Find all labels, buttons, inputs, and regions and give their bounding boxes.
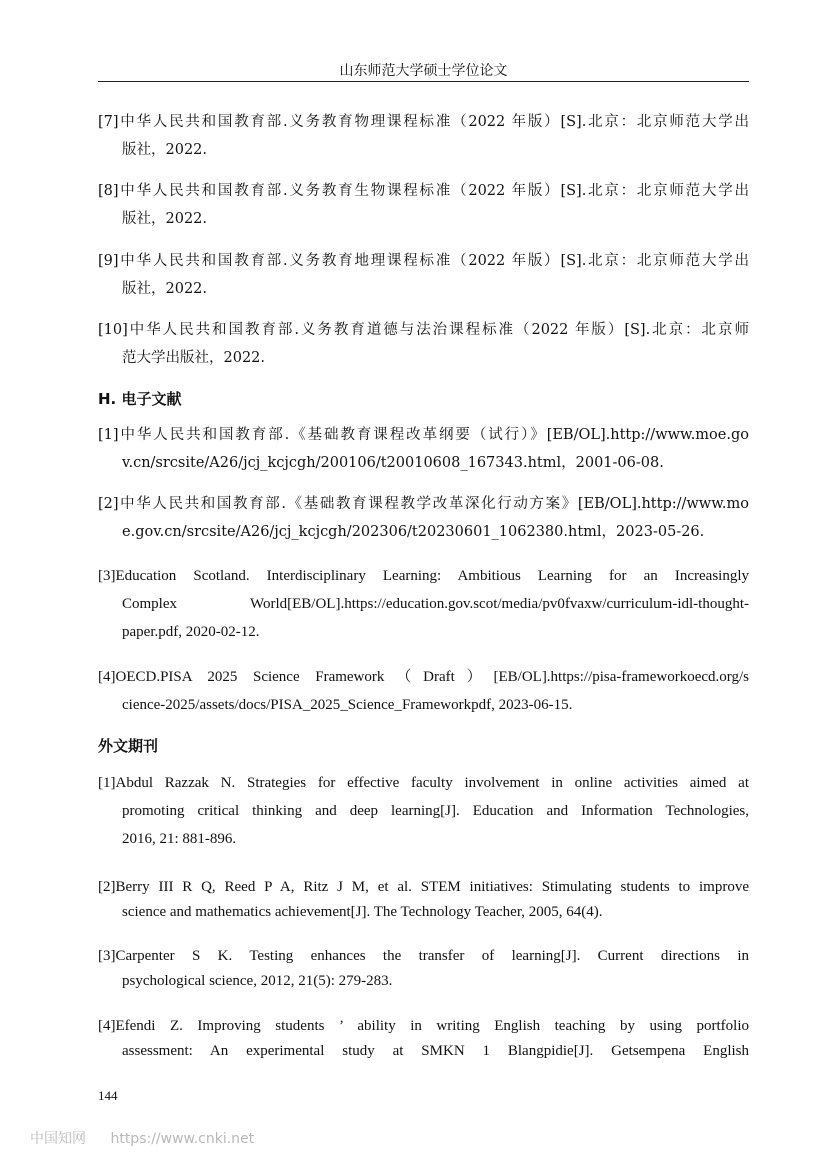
reference-line: science and mathematics achievement[J]. The Technology Teacher, 2005, 64(4). bbox=[122, 904, 603, 920]
cnki-watermark bbox=[30, 1128, 254, 1148]
reference-line: paper.pdf, 2020-02-12. bbox=[122, 624, 260, 640]
reference-line: [9]中华人民共和国教育部.义务教育地理课程标准（2022 年版）[S].北京：北京师范大学出 bbox=[98, 253, 749, 269]
reference-line: promoting critical thinking and deep learning[J]. Education and Information Technologies, bbox=[122, 803, 749, 819]
section-heading: H. 电子文献 bbox=[98, 390, 182, 408]
reference-line: [8]中华人民共和国教育部.义务教育生物课程标准（2022 年版）[S].北京：北京师范大学出 bbox=[98, 183, 749, 199]
reference-entry bbox=[98, 944, 749, 994]
reference-line: Complex World[EB/OL].https://education.gov.scot/media/pv0fvaxw/curriculum-idl-thought- bbox=[122, 596, 749, 612]
reference-entry bbox=[98, 663, 749, 719]
reference-line: [10]中华人民共和国教育部.义务教育道德与法治课程标准（2022 年版）[S].北京：北京师 bbox=[98, 322, 749, 338]
reference-entry bbox=[98, 875, 749, 925]
reference-entry bbox=[98, 1014, 749, 1064]
reference-entry bbox=[98, 108, 749, 164]
reference-line: [1]中华人民共和国教育部.《基础教育课程改革纲要（试行）》[EB/OL].http://www.moe.go bbox=[98, 427, 749, 443]
running-header: 山东师范大学硕士学位论文 bbox=[339, 63, 508, 79]
header-rule bbox=[98, 81, 749, 82]
reference-line: assessment: An experimental study at SMKN 1 Blangpidie[J]. Getsempena English bbox=[122, 1043, 749, 1059]
reference-line: psychological science, 2012, 21(5): 279-283. bbox=[122, 973, 393, 989]
reference-line: [3]Carpenter S K. Testing enhances the transfer of learning[J]. Current directions in bbox=[98, 948, 749, 964]
reference-entry bbox=[98, 177, 749, 233]
reference-entry bbox=[98, 490, 749, 546]
reference-line: cience-2025/assets/docs/PISA_2025_Science_Frameworkpdf, 2023-06-15. bbox=[122, 697, 573, 713]
reference-line: [7]中华人民共和国教育部.义务教育物理课程标准（2022 年版）[S].北京：北京师范大学出 bbox=[98, 114, 749, 130]
reference-line: e.gov.cn/srcsite/A26/jcj_kcjcgh/202306/t20230601_1062380.html，2023-05-26. bbox=[122, 524, 705, 540]
reference-line: [2]Berry III R Q, Reed P A, Ritz J M, et al. STEM initiatives: Stimulating students to improve bbox=[98, 879, 749, 895]
reference-entry bbox=[98, 421, 749, 477]
reference-line: [3]Education Scotland. Interdisciplinary Learning: Ambitious Learning for an Increasingly bbox=[98, 568, 749, 584]
reference-line: [2]中华人民共和国教育部.《基础教育课程教学改革深化行动方案》[EB/OL].http://www.mo bbox=[98, 496, 749, 512]
reference-entry bbox=[98, 769, 749, 853]
reference-entry bbox=[98, 562, 749, 646]
reference-line: 版社，2022. bbox=[122, 211, 208, 227]
reference-line: 范大学出版社，2022. bbox=[122, 350, 266, 366]
reference-line: [4]Efendi Z. Improving students ’ ability in writing English teaching by using portfolio bbox=[98, 1018, 749, 1034]
reference-entry bbox=[98, 247, 749, 303]
reference-line: v.cn/srcsite/A26/jcj_kcjcgh/200106/t20010608_167343.html，2001-06-08. bbox=[122, 455, 664, 471]
page-number: 144 bbox=[98, 1088, 118, 1103]
reference-line: [1]Abdul Razzak N. Strategies for effective faculty involvement in online activities aimed at bbox=[98, 775, 749, 791]
reference-line: 版社，2022. bbox=[122, 281, 208, 297]
section-heading: 外文期刊 bbox=[98, 737, 159, 755]
reference-entry bbox=[98, 316, 749, 372]
reference-line: [4]OECD.PISA 2025 Science Framework（Draft）[EB/OL].https://pisa-frameworkoecd.org/s bbox=[98, 669, 749, 685]
watermark-brand: 中国知网 bbox=[30, 1131, 86, 1147]
reference-line: 版社，2022. bbox=[122, 142, 208, 158]
watermark-url: https://www.cnki.net bbox=[110, 1131, 255, 1147]
reference-line: 2016, 21: 881-896. bbox=[122, 831, 237, 847]
